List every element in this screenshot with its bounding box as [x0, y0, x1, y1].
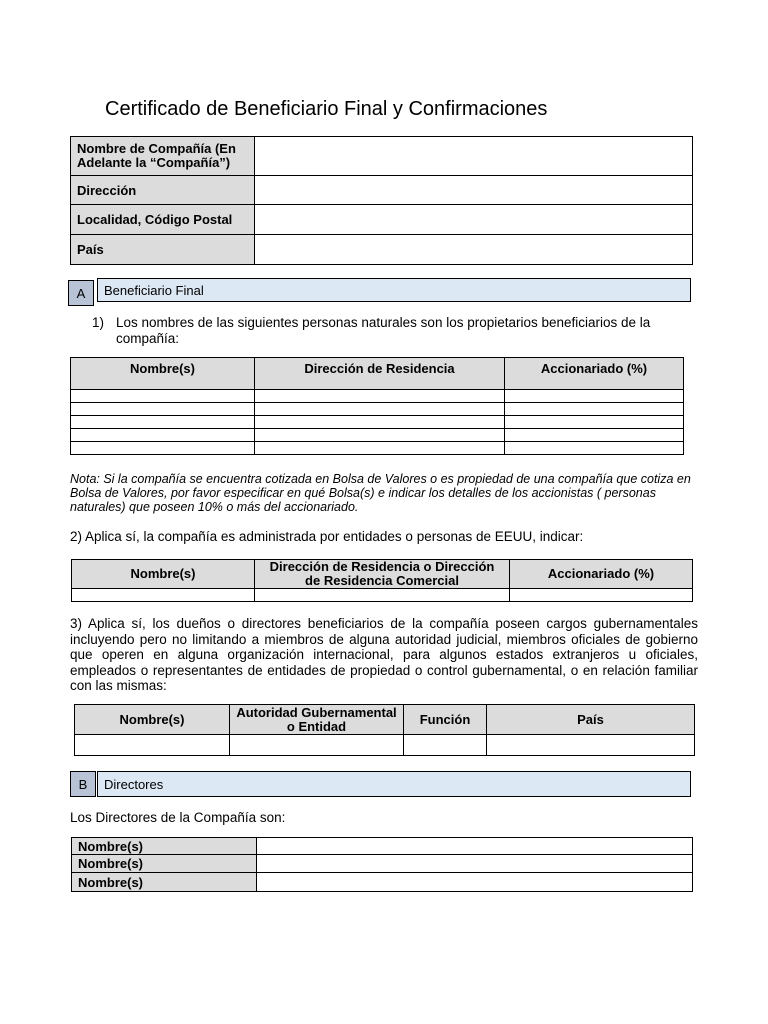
table-row — [71, 403, 684, 416]
director-name-field[interactable] — [257, 855, 693, 873]
table-cell[interactable] — [255, 442, 505, 455]
col-header-pais: País — [487, 705, 695, 735]
table-cell[interactable] — [71, 416, 255, 429]
table-cell[interactable] — [510, 589, 693, 602]
table-cell[interactable] — [255, 589, 510, 602]
table-row — [75, 735, 695, 756]
col-header-direccion-comercial: Dirección de Residencia o Dirección de Residencia Comercial — [255, 560, 510, 589]
col-header-nombre: Nombre(s) — [72, 560, 255, 589]
beneficial-owners-table — [70, 357, 684, 455]
col-header-autoridad: Autoridad Gubernamental o Entidad — [230, 705, 404, 735]
directors-table — [71, 837, 693, 892]
table-cell[interactable] — [404, 735, 487, 756]
page-title: Certificado de Beneficiario Final y Confirmaciones — [105, 98, 548, 120]
director-name-label: Nombre(s) — [72, 873, 257, 892]
director-name-label: Nombre(s) — [72, 838, 257, 855]
item1-number: 1) — [92, 315, 105, 330]
country-field[interactable] — [255, 235, 693, 265]
col-header-direccion: Dirección de Residencia — [255, 358, 505, 390]
table-cell[interactable] — [505, 390, 684, 403]
section-a-letter: A — [68, 280, 94, 306]
country-label: País — [71, 235, 255, 265]
item1-text: Los nombres de las siguientes personas naturales son los propietarios beneficiarios de la compañía: — [116, 315, 651, 346]
table-cell[interactable] — [230, 735, 404, 756]
table-cell[interactable] — [505, 442, 684, 455]
table-cell[interactable] — [71, 442, 255, 455]
table-cell[interactable] — [71, 403, 255, 416]
address-label: Dirección — [71, 176, 255, 205]
col-header-accionariado: Accionariado (%) — [510, 560, 693, 589]
government-positions-table — [74, 704, 695, 756]
col-header-nombre: Nombre(s) — [75, 705, 230, 735]
company-info-table — [70, 136, 693, 265]
us-administration-table — [71, 559, 693, 602]
company-name-label: Nombre de Compañía (En Adelante la “Compañía”) — [71, 137, 255, 176]
table-row — [72, 589, 693, 602]
director-name-field[interactable] — [257, 873, 693, 892]
company-name-field[interactable] — [255, 137, 693, 176]
table-row — [71, 390, 684, 403]
table-cell[interactable] — [487, 735, 695, 756]
table-row — [71, 429, 684, 442]
table-row — [71, 442, 684, 455]
table-cell[interactable] — [505, 403, 684, 416]
table-cell[interactable] — [75, 735, 230, 756]
col-header-accionariado: Accionariado (%) — [505, 358, 684, 390]
address-field[interactable] — [255, 176, 693, 205]
table-cell[interactable] — [255, 390, 505, 403]
table-cell[interactable] — [255, 403, 505, 416]
section-b-letter: B — [70, 771, 96, 797]
item2-text: 2) Aplica sí, la compañía es administrada por entidades o personas de EEUU, indicar: — [70, 529, 584, 544]
table-cell[interactable] — [505, 416, 684, 429]
director-name-field[interactable] — [257, 838, 693, 855]
section-a-title: Beneficiario Final — [97, 278, 691, 302]
locality-field[interactable] — [255, 205, 693, 235]
col-header-funcion: Función — [404, 705, 487, 735]
table-cell[interactable] — [71, 429, 255, 442]
col-header-nombre: Nombre(s) — [71, 358, 255, 390]
table-cell[interactable] — [505, 429, 684, 442]
item3-text: 3) Aplica sí, los dueños o directores beneficiarios de la compañía poseen cargos gubernamentales incluyendo pero no limitando a miembros de alguna autoridad judicial, miembros oficiales de gobierno que operen en alguna organización internacional, para algunos estados extranjeros u oficiales, empleados o representantes de entidades de propiedad o control gubernamental, o en relación familiar con las mismas: — [70, 616, 698, 694]
table-cell[interactable] — [255, 416, 505, 429]
table-cell[interactable] — [255, 429, 505, 442]
table-cell[interactable] — [71, 390, 255, 403]
locality-label: Localidad, Código Postal — [71, 205, 255, 235]
directors-intro: Los Directores de la Compañía son: — [70, 810, 286, 825]
director-name-label: Nombre(s) — [72, 855, 257, 873]
section-b-title: Directores — [97, 771, 691, 797]
table-row — [71, 416, 684, 429]
listed-company-note: Nota: Si la compañía se encuentra cotizada en Bolsa de Valores o es propiedad de una compañía que cotiza en Bolsa de Valores, por favor especificar en qué Bolsa(s) e indicar los detalles de los accionistas ( personas naturales) que poseen 10% o más del accionariado. — [70, 472, 691, 514]
table-cell[interactable] — [72, 589, 255, 602]
